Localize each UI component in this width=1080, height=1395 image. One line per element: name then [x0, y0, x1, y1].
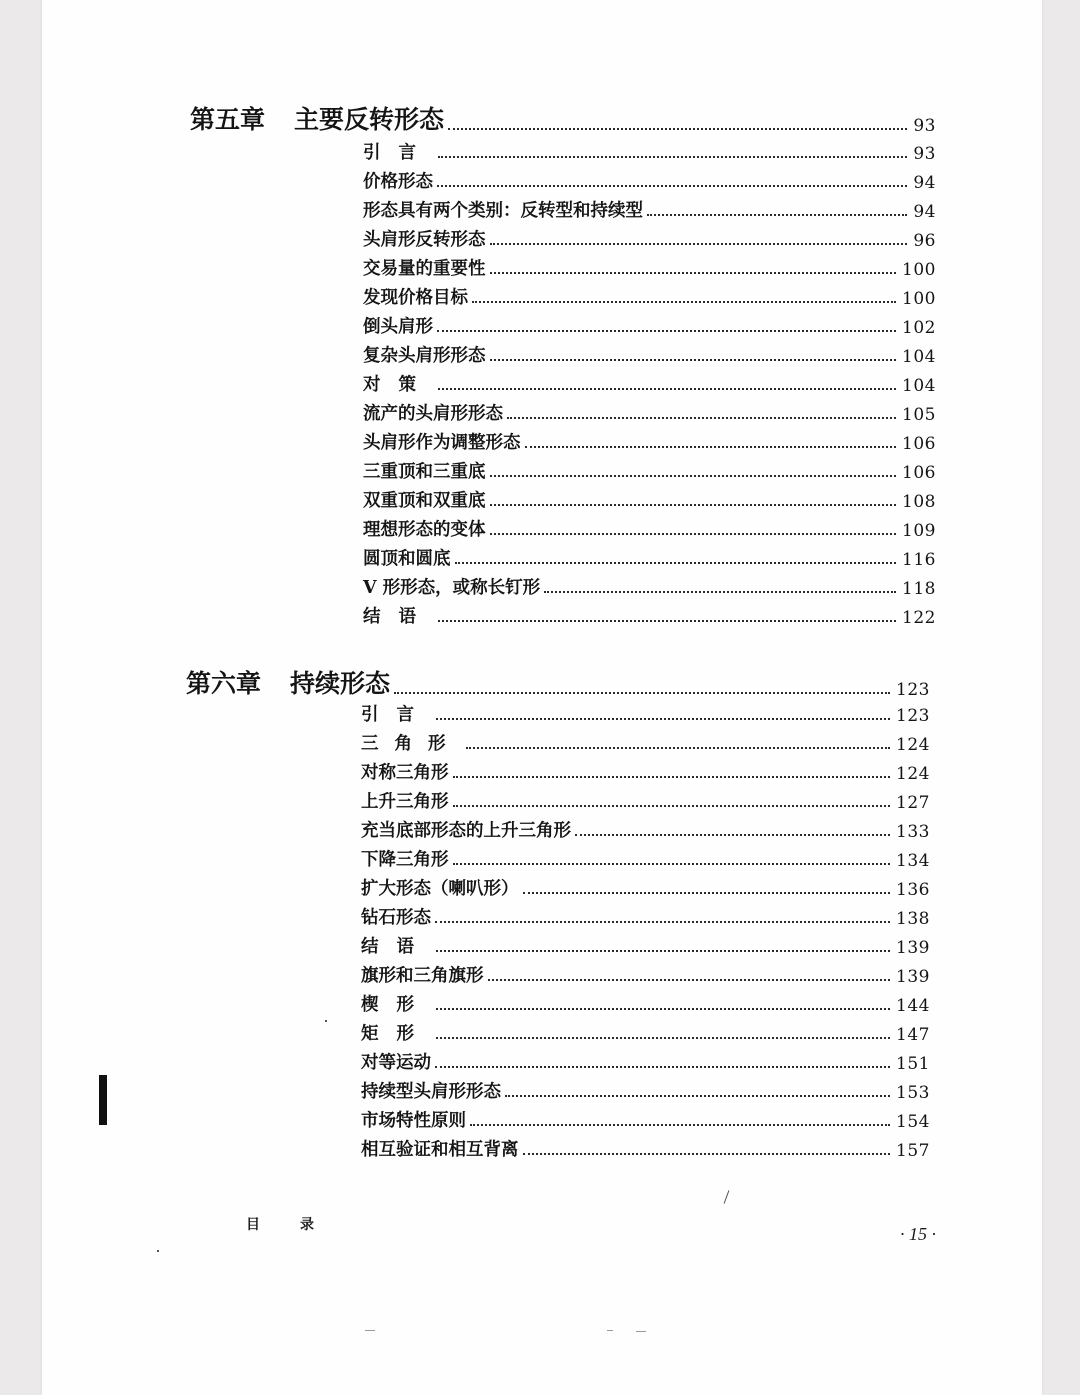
page-number: 116 — [902, 550, 936, 570]
dot-leader — [394, 691, 890, 694]
entry-label: 引言 — [363, 143, 434, 163]
entry-label: 钻石形态 — [361, 908, 431, 928]
dot-leader — [525, 445, 897, 448]
dot-leader — [490, 503, 897, 506]
entry-label: 价格形态 — [363, 172, 433, 192]
dot-leader — [435, 1065, 890, 1068]
toc-entry[interactable] — [361, 963, 930, 987]
scan-speck — [157, 1250, 159, 1252]
toc-entry[interactable] — [363, 604, 936, 628]
dot-leader — [435, 920, 890, 923]
scan-speck — [325, 1020, 327, 1022]
page-number: 139 — [896, 938, 930, 958]
dot-leader — [507, 416, 896, 419]
page-number: 144 — [896, 996, 930, 1016]
scan-speck — [607, 1330, 613, 1331]
entry-label: 对策 — [363, 375, 434, 395]
entry-label: 对等运动 — [361, 1053, 431, 1073]
page-number: 154 — [896, 1112, 930, 1132]
dot-leader — [448, 127, 907, 130]
toc-entry[interactable] — [363, 256, 936, 280]
page-number: 93 — [913, 144, 936, 164]
dot-leader — [490, 532, 897, 535]
toc-entry[interactable] — [361, 1050, 930, 1074]
running-footer-section: 目录 — [246, 1217, 354, 1233]
page-number-footer: · 15 · — [900, 1224, 936, 1244]
toc-entry[interactable] — [361, 876, 930, 900]
toc-entry[interactable] — [361, 905, 930, 929]
toc-entry[interactable] — [363, 314, 936, 338]
page-number: 96 — [913, 231, 936, 251]
dot-leader — [438, 155, 907, 158]
toc-entry[interactable] — [361, 789, 930, 813]
toc-entry[interactable] — [363, 546, 936, 570]
toc-entry[interactable] — [363, 343, 936, 367]
page-number: 139 — [896, 967, 930, 987]
entry-label: 流产的头肩形形态 — [363, 404, 503, 424]
dot-leader — [490, 242, 908, 245]
entry-label: 持续型头肩形形态 — [361, 1082, 501, 1102]
entry-label: 结语 — [363, 607, 434, 627]
page-number: 94 — [913, 173, 936, 193]
toc-entry[interactable] — [363, 488, 936, 512]
dot-leader — [436, 1007, 890, 1010]
entry-label: 扩大形态（喇叭形） — [361, 879, 519, 899]
toc-entry[interactable] — [363, 169, 936, 193]
toc-entry[interactable] — [363, 227, 936, 251]
page-number: 100 — [902, 289, 936, 309]
toc-entry[interactable] — [361, 1021, 930, 1045]
page-number: 136 — [896, 880, 930, 900]
dot-leader — [453, 775, 891, 778]
toc-entry[interactable] — [363, 140, 936, 164]
entry-label: 充当底部形态的上升三角形 — [361, 821, 571, 841]
toc-entry[interactable] — [361, 818, 930, 842]
dot-leader — [438, 387, 896, 390]
dot-leader — [488, 978, 891, 981]
page-number: 105 — [902, 405, 936, 425]
page-number: 100 — [902, 260, 936, 280]
dot-leader — [436, 949, 890, 952]
page-number: 94 — [913, 202, 936, 222]
toc-entry[interactable] — [361, 992, 930, 1016]
entry-label: 三角形 — [361, 734, 462, 754]
scan-speck — [724, 1190, 730, 1203]
entry-label: 复杂头肩形形态 — [363, 346, 486, 366]
page-number: 127 — [896, 793, 930, 813]
toc-entry[interactable] — [363, 575, 936, 599]
dot-leader — [436, 717, 890, 720]
toc-entry[interactable] — [363, 517, 936, 541]
page-number: 122 — [902, 608, 936, 628]
chapter-title: 持续形态 — [290, 669, 391, 698]
chapter-number: 第六章 — [186, 669, 262, 698]
entry-label: 相互验证和相互背离 — [361, 1140, 519, 1160]
scan-speck — [365, 1330, 375, 1331]
page-number: 118 — [902, 579, 936, 599]
page-number: 157 — [896, 1141, 930, 1161]
entry-label: V 形形态，或称长钉形 — [363, 578, 541, 598]
entry-label: 圆顶和圆底 — [363, 549, 451, 569]
dot-leader — [575, 833, 890, 836]
dot-leader — [436, 1036, 890, 1039]
chapter-title: 主要反转形态 — [294, 105, 445, 134]
toc-entry[interactable] — [361, 1108, 930, 1132]
page-number: 102 — [902, 318, 936, 338]
entry-label: 下降三角形 — [361, 850, 449, 870]
dot-leader — [490, 271, 897, 274]
toc-entry[interactable] — [363, 198, 936, 222]
entry-label: 头肩形作为调整形态 — [363, 433, 521, 453]
dot-leader — [505, 1094, 890, 1097]
toc-entry[interactable] — [363, 401, 936, 425]
toc-entry[interactable] — [361, 760, 930, 784]
entry-label: 上升三角形 — [361, 792, 449, 812]
entry-label: 三重顶和三重底 — [363, 462, 486, 482]
dot-leader — [544, 590, 896, 593]
page-number: 104 — [902, 347, 936, 367]
page-number: 104 — [902, 376, 936, 396]
page-number: 124 — [896, 735, 930, 755]
dot-leader — [523, 1152, 891, 1155]
entry-label: 形态具有两个类别：反转型和持续型 — [363, 201, 643, 221]
entry-label: 楔形 — [361, 995, 432, 1015]
entry-label: 市场特性原则 — [361, 1111, 466, 1131]
page-number: 153 — [896, 1083, 930, 1103]
toc-entry[interactable] — [363, 430, 936, 454]
page-number: 93 — [913, 116, 936, 136]
toc-entry[interactable] — [361, 702, 930, 726]
dot-leader — [490, 474, 897, 477]
page-number: 133 — [896, 822, 930, 842]
chapter-heading[interactable] — [190, 100, 936, 136]
dot-leader — [455, 561, 897, 564]
page-number: 109 — [902, 521, 936, 541]
toc-entry[interactable] — [363, 372, 936, 396]
dot-leader — [437, 329, 896, 332]
scan-artifact-bar — [99, 1075, 107, 1125]
dot-leader — [490, 358, 897, 361]
dot-leader — [470, 1123, 890, 1126]
page-number: 123 — [896, 680, 930, 700]
chapter-number: 第五章 — [190, 105, 266, 134]
dot-leader — [453, 804, 891, 807]
toc-entry[interactable] — [361, 847, 930, 871]
toc-entry[interactable] — [363, 459, 936, 483]
entry-label: 旗形和三角旗形 — [361, 966, 484, 986]
dot-leader — [453, 862, 891, 865]
entry-label: 交易量的重要性 — [363, 259, 486, 279]
entry-label: 对称三角形 — [361, 763, 449, 783]
entry-label: 双重顶和双重底 — [363, 491, 486, 511]
entry-label: 倒头肩形 — [363, 317, 433, 337]
scanned-page — [42, 0, 1042, 1395]
toc-entry[interactable] — [361, 1137, 930, 1161]
dot-leader — [466, 746, 891, 749]
entry-label: 发现价格目标 — [363, 288, 468, 308]
page-number: 151 — [896, 1054, 930, 1074]
dot-leader — [523, 891, 891, 894]
entry-label: 引言 — [361, 705, 432, 725]
dot-leader — [437, 184, 907, 187]
page-number: 124 — [896, 764, 930, 784]
page-number: 138 — [896, 909, 930, 929]
entry-label: 理想形态的变体 — [363, 520, 486, 540]
entry-label: 结语 — [361, 937, 432, 957]
dot-leader — [438, 619, 896, 622]
scan-speck — [636, 1331, 646, 1332]
page-number: 147 — [896, 1025, 930, 1045]
entry-label: 矩形 — [361, 1024, 432, 1044]
chapter-heading[interactable] — [186, 664, 930, 700]
toc-entry[interactable] — [361, 934, 930, 958]
page-number: 106 — [902, 463, 936, 483]
page-number: 134 — [896, 851, 930, 871]
page-number: 106 — [902, 434, 936, 454]
toc-entry[interactable] — [361, 731, 930, 755]
page-number: 108 — [902, 492, 936, 512]
toc-entry[interactable] — [361, 1079, 930, 1103]
toc-entry[interactable] — [363, 285, 936, 309]
entry-label: 头肩形反转形态 — [363, 230, 486, 250]
dot-leader — [647, 213, 907, 216]
page-number: 123 — [896, 706, 930, 726]
dot-leader — [472, 300, 896, 303]
